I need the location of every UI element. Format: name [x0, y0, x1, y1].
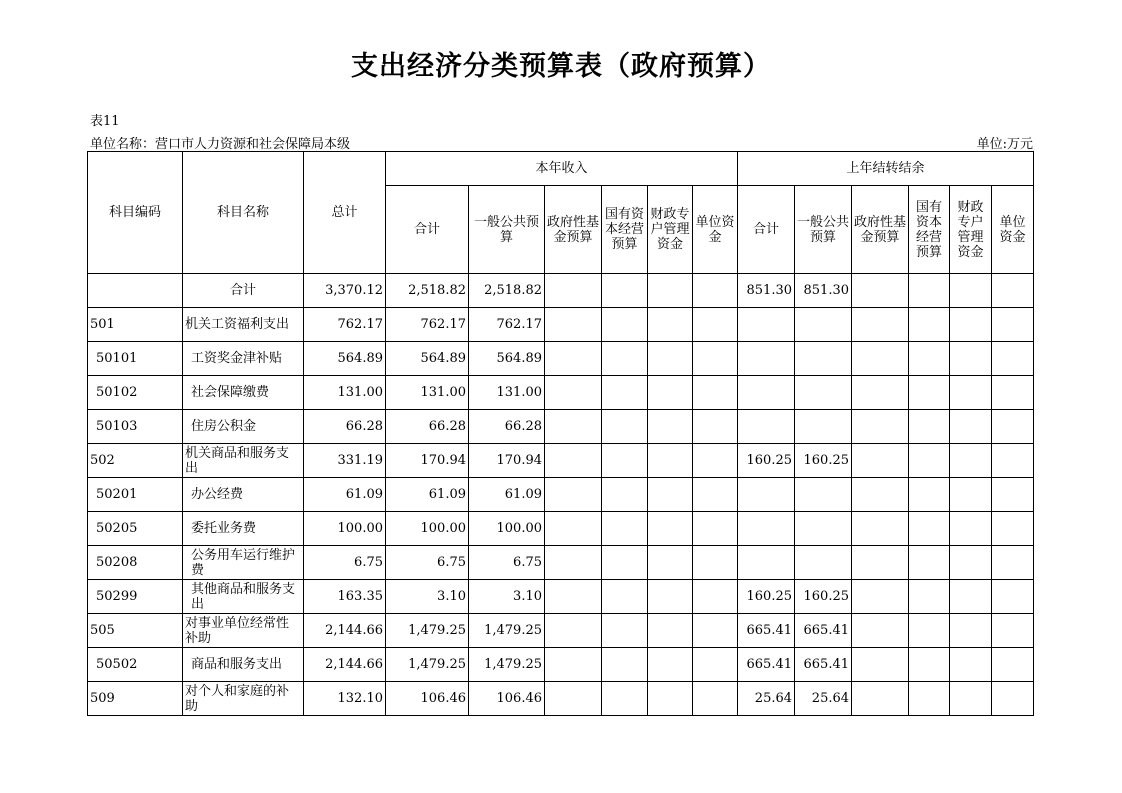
page-title: 支出经济分类预算表（政府预算） [351, 51, 771, 82]
row-name: 商品和服务支出 [183, 648, 304, 682]
row-value [909, 342, 950, 376]
row-code: 50299 [88, 580, 183, 614]
row-value: 100.00 [469, 512, 545, 546]
row-value [693, 308, 738, 342]
row-value [992, 512, 1034, 546]
row-value [545, 376, 602, 410]
row-value [648, 648, 693, 682]
header-carry-col: 单位资金 [992, 186, 1034, 274]
row-value: 1,479.25 [469, 614, 545, 648]
row-value: 564.89 [304, 342, 386, 376]
row-value: 3,370.12 [304, 274, 386, 308]
row-value [992, 648, 1034, 682]
header-current-col: 合计 [386, 186, 469, 274]
table-row [88, 274, 1034, 308]
row-value [992, 546, 1034, 580]
table-row [88, 614, 1034, 648]
row-value [545, 274, 602, 308]
row-value: 61.09 [304, 478, 386, 512]
row-value [852, 308, 909, 342]
row-value: 564.89 [469, 342, 545, 376]
row-value [909, 274, 950, 308]
row-value [693, 274, 738, 308]
row-value: 331.19 [304, 444, 386, 478]
row-value [693, 342, 738, 376]
row-value [693, 410, 738, 444]
row-value [693, 580, 738, 614]
row-value: 160.25 [738, 580, 795, 614]
row-value [648, 580, 693, 614]
table-row [88, 342, 1034, 376]
row-name: 住房公积金 [183, 410, 304, 444]
row-code: 50103 [88, 410, 183, 444]
row-code: 50502 [88, 648, 183, 682]
row-name: 对事业单位经常性补助 [183, 614, 304, 648]
row-value [545, 580, 602, 614]
row-value [693, 478, 738, 512]
row-value [795, 342, 852, 376]
row-value [602, 614, 648, 648]
row-value: 131.00 [386, 376, 469, 410]
row-code [88, 274, 183, 308]
row-value [648, 410, 693, 444]
row-value [992, 614, 1034, 648]
row-value [852, 512, 909, 546]
row-value [545, 410, 602, 444]
row-value: 6.75 [304, 546, 386, 580]
row-value: 564.89 [386, 342, 469, 376]
row-value [648, 376, 693, 410]
row-value [795, 410, 852, 444]
row-value: 665.41 [738, 614, 795, 648]
table-row [88, 512, 1034, 546]
row-value [950, 512, 992, 546]
row-value [909, 410, 950, 444]
row-code: 50205 [88, 512, 183, 546]
row-value [602, 342, 648, 376]
row-value [852, 342, 909, 376]
header-current-income: 本年收入 [386, 152, 738, 186]
row-value [545, 546, 602, 580]
row-value: 170.94 [469, 444, 545, 478]
row-value: 66.28 [469, 410, 545, 444]
row-value [693, 682, 738, 716]
row-value [648, 614, 693, 648]
budget-table [87, 151, 1034, 716]
row-value [648, 478, 693, 512]
row-value: 61.09 [386, 478, 469, 512]
row-value [950, 580, 992, 614]
row-value [545, 308, 602, 342]
row-name: 社会保障缴费 [183, 376, 304, 410]
header-current-col: 国有资本经营预算 [602, 186, 648, 274]
row-value [950, 614, 992, 648]
row-value [950, 444, 992, 478]
row-name: 委托业务费 [183, 512, 304, 546]
row-value [852, 410, 909, 444]
row-value [693, 512, 738, 546]
row-value [992, 376, 1034, 410]
row-value [648, 444, 693, 478]
table-row [88, 376, 1034, 410]
row-name: 对个人和家庭的补助 [183, 682, 304, 716]
row-value [950, 274, 992, 308]
row-name: 工资奖金津补贴 [183, 342, 304, 376]
row-value: 2,518.82 [386, 274, 469, 308]
header-total: 总计 [304, 152, 386, 274]
row-value [738, 512, 795, 546]
row-value [950, 648, 992, 682]
row-value [693, 648, 738, 682]
table-row [88, 580, 1034, 614]
row-value: 170.94 [386, 444, 469, 478]
row-value [648, 274, 693, 308]
row-value [992, 478, 1034, 512]
row-value: 66.28 [386, 410, 469, 444]
row-value [950, 682, 992, 716]
unit-label: 单位:万元 [976, 137, 1033, 152]
row-value [545, 444, 602, 478]
row-value [545, 478, 602, 512]
row-value [852, 478, 909, 512]
row-value [852, 614, 909, 648]
header-carry-col: 国有资本经营预算 [909, 186, 950, 274]
row-value [852, 274, 909, 308]
row-value: 1,479.25 [469, 648, 545, 682]
row-value [852, 546, 909, 580]
row-value [648, 342, 693, 376]
row-value [602, 546, 648, 580]
row-value [909, 614, 950, 648]
row-value: 1,479.25 [386, 648, 469, 682]
row-value [602, 308, 648, 342]
table-row [88, 478, 1034, 512]
row-value [693, 376, 738, 410]
row-value [992, 308, 1034, 342]
row-value [738, 308, 795, 342]
row-value: 2,144.66 [304, 648, 386, 682]
table-number: 表11 [90, 114, 120, 129]
row-value [738, 410, 795, 444]
row-value [545, 512, 602, 546]
row-value [852, 648, 909, 682]
row-value [648, 546, 693, 580]
row-value [795, 308, 852, 342]
row-value [693, 546, 738, 580]
row-value [648, 308, 693, 342]
table-row [88, 410, 1034, 444]
row-value: 762.17 [469, 308, 545, 342]
row-value [909, 580, 950, 614]
row-value: 131.00 [469, 376, 545, 410]
row-value: 1,479.25 [386, 614, 469, 648]
row-value [992, 580, 1034, 614]
row-value [738, 342, 795, 376]
header-current-col: 单位资金 [693, 186, 738, 274]
row-value [602, 580, 648, 614]
row-value [602, 512, 648, 546]
row-value [545, 682, 602, 716]
row-name: 合计 [183, 274, 304, 308]
row-value: 762.17 [386, 308, 469, 342]
row-value [992, 342, 1034, 376]
row-code: 50101 [88, 342, 183, 376]
row-code: 50201 [88, 478, 183, 512]
row-name: 办公经费 [183, 478, 304, 512]
row-value [909, 376, 950, 410]
row-value: 3.10 [469, 580, 545, 614]
row-value [852, 444, 909, 478]
row-value [992, 274, 1034, 308]
row-value [795, 478, 852, 512]
row-value [909, 512, 950, 546]
table-row [88, 648, 1034, 682]
header-carry-col: 合计 [738, 186, 795, 274]
row-value: 100.00 [386, 512, 469, 546]
row-value: 25.64 [738, 682, 795, 716]
row-value [602, 410, 648, 444]
row-value: 160.25 [795, 444, 852, 478]
row-code: 505 [88, 614, 183, 648]
header-carryover: 上年结转结余 [738, 152, 1034, 186]
row-value: 851.30 [738, 274, 795, 308]
row-value: 163.35 [304, 580, 386, 614]
row-value [950, 546, 992, 580]
row-value [545, 648, 602, 682]
row-value: 3.10 [386, 580, 469, 614]
row-value: 2,518.82 [469, 274, 545, 308]
row-name: 机关工资福利支出 [183, 308, 304, 342]
row-value: 6.75 [469, 546, 545, 580]
row-value: 106.46 [469, 682, 545, 716]
table-row [88, 444, 1034, 478]
row-value: 160.25 [738, 444, 795, 478]
row-value [693, 444, 738, 478]
row-value [602, 478, 648, 512]
row-value [909, 308, 950, 342]
row-value: 61.09 [469, 478, 545, 512]
row-value [738, 376, 795, 410]
row-value [909, 682, 950, 716]
row-value [909, 444, 950, 478]
row-value: 665.41 [795, 614, 852, 648]
row-value [795, 512, 852, 546]
row-value [950, 410, 992, 444]
row-name: 其他商品和服务支出 [183, 580, 304, 614]
row-value [602, 376, 648, 410]
row-value [992, 410, 1034, 444]
row-value [648, 682, 693, 716]
row-code: 501 [88, 308, 183, 342]
unit-name: 单位名称：营口市人力资源和社会保障局本级 [90, 137, 351, 152]
row-value [950, 342, 992, 376]
row-value: 131.00 [304, 376, 386, 410]
row-code: 50102 [88, 376, 183, 410]
header-carry-col: 政府性基金预算 [852, 186, 909, 274]
row-code: 50208 [88, 546, 183, 580]
row-value [545, 342, 602, 376]
header-current-col: 财政专户管理资金 [648, 186, 693, 274]
row-value [795, 376, 852, 410]
row-value: 665.41 [738, 648, 795, 682]
row-value [602, 444, 648, 478]
row-value [909, 648, 950, 682]
row-code: 509 [88, 682, 183, 716]
header-carry-col: 财政专户管理资金 [950, 186, 992, 274]
row-value [909, 478, 950, 512]
row-value [852, 376, 909, 410]
row-value: 100.00 [304, 512, 386, 546]
row-value [950, 478, 992, 512]
row-value: 25.64 [795, 682, 852, 716]
row-value [795, 546, 852, 580]
row-value [545, 614, 602, 648]
row-value [950, 308, 992, 342]
row-value: 665.41 [795, 648, 852, 682]
row-value: 66.28 [304, 410, 386, 444]
row-value [992, 682, 1034, 716]
header-current-col: 政府性基金预算 [545, 186, 602, 274]
row-value: 762.17 [304, 308, 386, 342]
row-value [738, 546, 795, 580]
row-name: 机关商品和服务支出 [183, 444, 304, 478]
table-row [88, 308, 1034, 342]
row-value [950, 376, 992, 410]
row-value [602, 682, 648, 716]
row-value [693, 614, 738, 648]
row-name: 公务用车运行维护费 [183, 546, 304, 580]
header-carry-col: 一般公共预算 [795, 186, 852, 274]
row-value [852, 580, 909, 614]
table-row [88, 546, 1034, 580]
row-value: 6.75 [386, 546, 469, 580]
row-value [909, 546, 950, 580]
header-name: 科目名称 [183, 152, 304, 274]
row-value [992, 444, 1034, 478]
row-value [602, 274, 648, 308]
row-value [648, 512, 693, 546]
row-value: 851.30 [795, 274, 852, 308]
row-value [738, 478, 795, 512]
row-value: 2,144.66 [304, 614, 386, 648]
row-value: 106.46 [386, 682, 469, 716]
row-value [602, 648, 648, 682]
row-value [852, 682, 909, 716]
table-body [88, 274, 1034, 716]
header-code: 科目编码 [88, 152, 183, 274]
header-current-col: 一般公共预算 [469, 186, 545, 274]
row-value: 132.10 [304, 682, 386, 716]
row-value: 160.25 [795, 580, 852, 614]
row-code: 502 [88, 444, 183, 478]
table-row [88, 682, 1034, 716]
